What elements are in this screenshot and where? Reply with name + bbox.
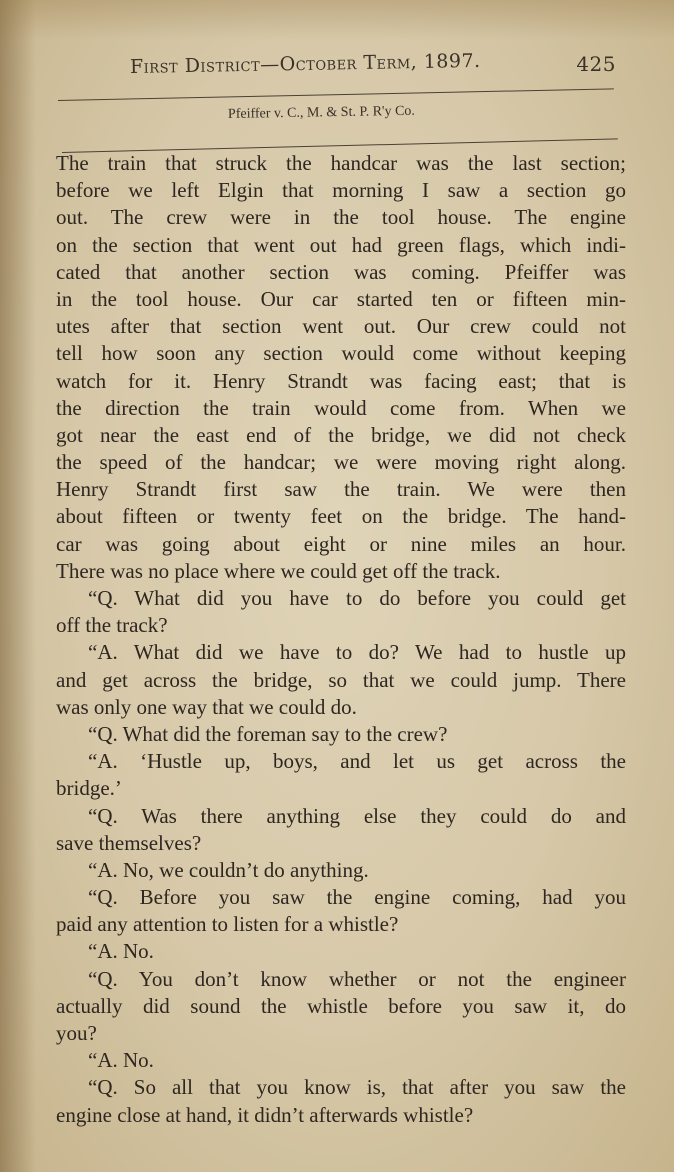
text-line: off the track? xyxy=(56,613,168,638)
text-line: “Q. You don’t know whether or not the engineer xyxy=(88,966,626,991)
text-line: “A. No. xyxy=(88,1048,154,1073)
text-line: cated that another section was coming. Pfeiffer was xyxy=(56,259,626,284)
text-line: car was going about eight or nine miles an hour. xyxy=(56,531,626,556)
text-line: utes after that section went out. Our crew could not xyxy=(56,314,626,339)
text-line: “Q. What did the foreman say to the crew? xyxy=(88,721,448,746)
header-rule-top xyxy=(58,88,614,101)
text-line: “Q. Before you saw the engine coming, had you xyxy=(88,885,626,910)
text-line: bridge.’ xyxy=(56,776,122,801)
text-line: watch for it. Henry Strandt was facing east; that is xyxy=(56,368,626,393)
text-line: the speed of the handcar; we were moving right along. xyxy=(56,450,626,475)
text-line: you? xyxy=(56,1021,97,1045)
text-line: paid any attention to listen for a whistle? xyxy=(56,912,399,937)
text-line: Henry Strandt first saw the train. We were then xyxy=(56,477,626,502)
text-line: “A. ‘Hustle up, boys, and let us get across the xyxy=(88,749,626,774)
text-line: “Q. What did you have to do before you could get xyxy=(88,586,626,610)
text-line: on the section that went out had green flags, which indi- xyxy=(56,232,626,257)
text-line: actually did sound the whistle before you saw it, do xyxy=(56,993,626,1018)
text-line: The train that struck the handcar was the last section; xyxy=(56,151,626,175)
text-line: There was no place where we could get off the track. xyxy=(56,558,501,583)
text-line: was only one way that we could do. xyxy=(56,694,357,719)
text-line: “A. No. xyxy=(88,939,154,964)
text-line: “A. No, we couldn’t do anything. xyxy=(88,857,369,882)
text-line: save themselves? xyxy=(56,830,202,855)
body-text xyxy=(56,150,626,1129)
text-line: about fifteen or twenty feet on the bridge. The hand- xyxy=(56,504,626,529)
text-line: and get across the bridge, so that we could jump. There xyxy=(56,667,626,692)
text-line: out. The crew were in the tool house. The engine xyxy=(56,205,626,230)
text-line: “Q. So all that you know is, that after you saw the xyxy=(88,1075,626,1100)
text-line: tell how soon any section would come without keeping xyxy=(56,341,626,366)
text-line: before we left Elgin that morning I saw a section go xyxy=(56,178,626,203)
text-line: the direction the train would come from. When we xyxy=(56,395,626,420)
case-caption: Pfeiffer v. C., M. & St. P. R'y Co. xyxy=(227,103,415,122)
text-line: “A. What did we have to do? We had to hustle up xyxy=(88,640,626,665)
text-line: got near the east end of the bridge, we did not check xyxy=(56,422,626,447)
text-line: engine close at hand, it didn’t afterwards whistle? xyxy=(56,1102,474,1127)
text-line: “Q. Was there anything else they could do and xyxy=(88,803,626,828)
page-number: 425 xyxy=(576,52,616,76)
text-line: in the tool house. Our car started ten or fifteen min- xyxy=(56,286,626,311)
running-title: First District—October Term, 1897. xyxy=(129,49,481,78)
